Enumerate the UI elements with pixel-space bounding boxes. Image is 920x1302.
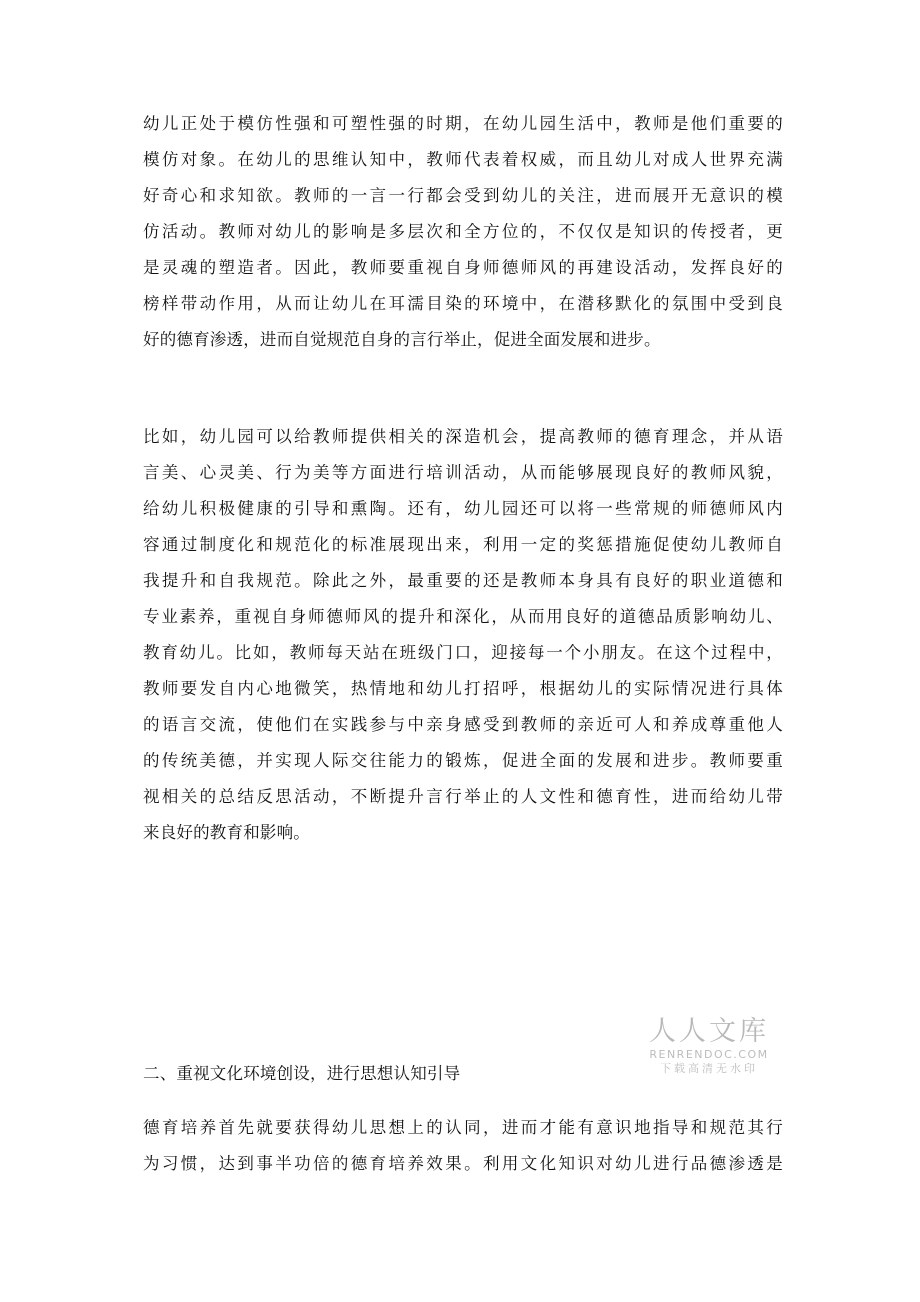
paragraph-3 — [143, 1110, 783, 1182]
text-line: 视相关的总结反思活动，不断提升言行举止的人文性和德育性，进而给幼儿带 — [143, 787, 783, 806]
watermark-url: RENRENDOC.COM — [649, 1048, 769, 1061]
text-line: 幼儿正处于模仿性强和可塑性强的时期，在幼儿园生活中，教师是他们重要的 — [143, 114, 783, 133]
text-line: 来良好的教育和影响。 — [143, 823, 310, 842]
watermark-title: 人人文库 — [649, 1016, 769, 1047]
text-line: 榜样带动作用，从而让幼儿在耳濡目染的环境中，在潜移默化的氛围中受到良 — [143, 294, 783, 313]
section-heading-text: 二、重视文化环境创设，进行思想认知引导 — [143, 1064, 461, 1083]
text-line: 教师要发自内心地微笑，热情地和幼儿打招呼，根据幼儿的实际情况进行具体 — [143, 679, 783, 698]
paragraph-1 — [143, 106, 783, 358]
text-line: 我提升和自我规范。除此之外，最重要的还是教师本身具有良好的职业道德和 — [143, 571, 783, 590]
text-line: 比如，幼儿园可以给教师提供相关的深造机会，提高教师的德育理念，并从语 — [143, 427, 783, 446]
paragraph-2 — [143, 419, 783, 851]
text-line: 仿活动。教师对幼儿的影响是多层次和全方位的，不仅仅是知识的传授者，更 — [143, 222, 783, 241]
text-line: 好的德育渗透，进而自觉规范自身的言行举止，促进全面发展和进步。 — [143, 330, 661, 349]
text-line: 教育幼儿。比如，教师每天站在班级门口，迎接每一个小朋友。在这个过程中， — [143, 643, 783, 662]
text-line: 模仿对象。在幼儿的思维认知中，教师代表着权威，而且幼儿对成人世界充满 — [143, 150, 783, 169]
text-line: 是灵魂的塑造者。因此，教师要重视自身师德师风的再建设活动，发挥良好的 — [143, 258, 783, 277]
text-line: 好奇心和求知欲。教师的一言一行都会受到幼儿的关注，进而展开无意识的模 — [143, 186, 783, 205]
watermark — [645, 1016, 773, 1076]
text-line: 的传统美德，并实现人际交往能力的锻炼，促进全面的发展和进步。教师要重 — [143, 751, 783, 770]
text-line: 言美、心灵美、行为美等方面进行培训活动，从而能够展现良好的教师风貌， — [143, 463, 783, 482]
text-line: 容通过制度化和规范化的标准展现出来，利用一定的奖惩措施促使幼儿教师自 — [143, 535, 783, 554]
text-line: 为习惯，达到事半功倍的德育培养效果。利用文化知识对幼儿进行品德渗透是 — [143, 1154, 783, 1173]
text-line: 专业素养，重视自身师德师风的提升和深化，从而用良好的道德品质影响幼儿、 — [143, 607, 783, 626]
watermark-subtitle: 下载高清无水印 — [660, 1062, 758, 1075]
text-line: 给幼儿积极健康的引导和熏陶。还有，幼儿园还可以将一些常规的师德师风内 — [143, 499, 783, 518]
text-line: 德育培养首先就要获得幼儿思想上的认同，进而才能有意识地指导和规范其行 — [143, 1118, 783, 1137]
text-line: 的语言交流，使他们在实践参与中亲身感受到教师的亲近可人和养成尊重他人 — [143, 715, 783, 734]
